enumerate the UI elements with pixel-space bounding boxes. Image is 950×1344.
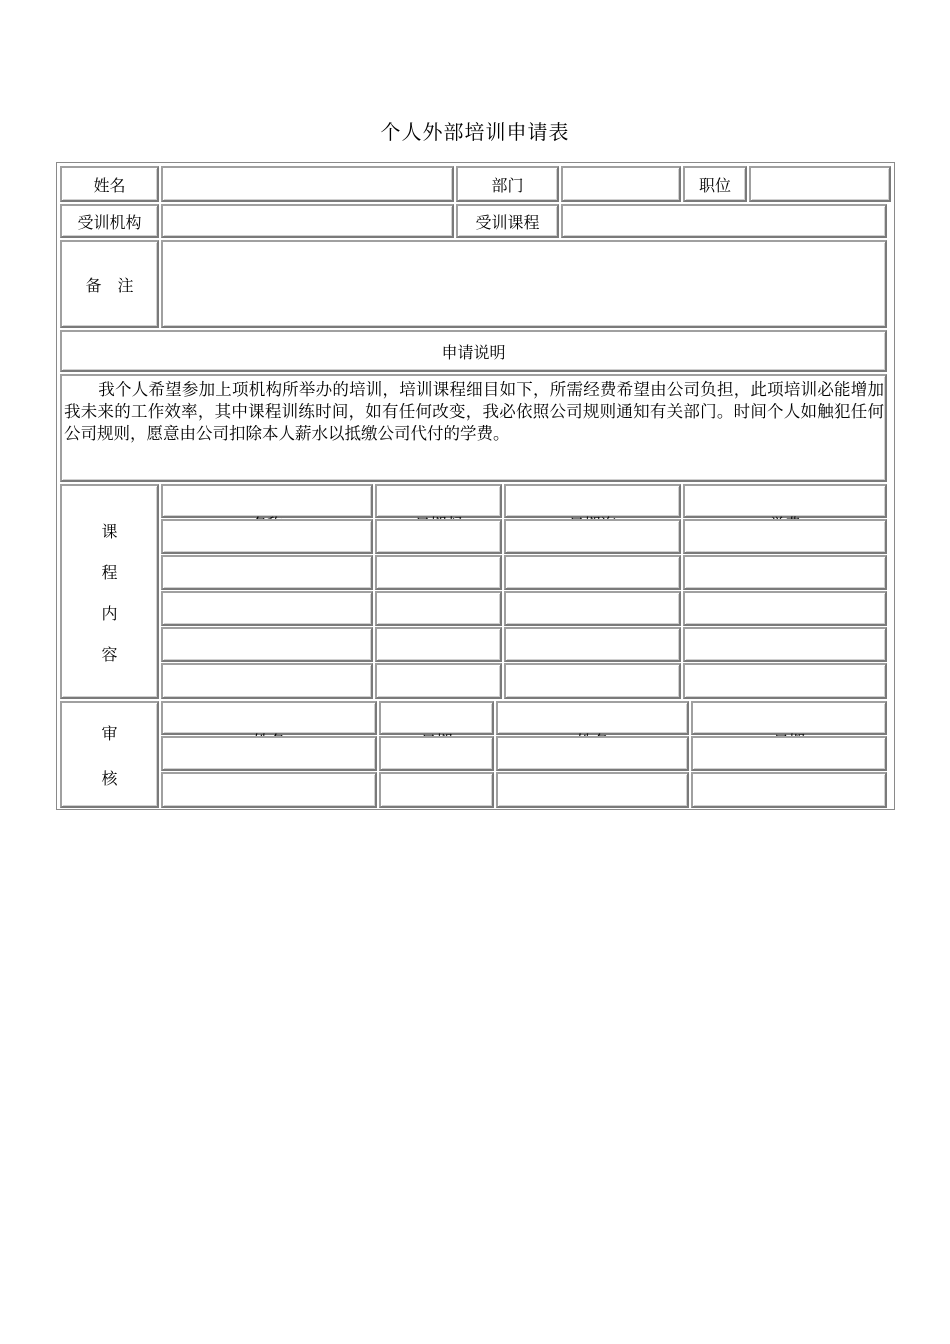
review-label-char-1: 审 <box>101 723 118 743</box>
course-cell[interactable] <box>683 555 887 590</box>
application-header: 申请说明 <box>60 330 887 372</box>
institution-field[interactable] <box>161 204 454 238</box>
course-cell[interactable] <box>504 519 681 554</box>
application-text: 我个人希望参加上项机构所举办的培训，培训课程细目如下，所需经费希望由公司负担，此项培训必能增加我未来的工作效率，其中课程训练时间，如有任何改变，我必依照公司规则通知有关部门。时间个人如触犯任何公司规则，愿意由公司扣除本人薪水以抵缴公司代付的学费。 <box>64 380 884 443</box>
course-cell[interactable] <box>683 591 887 626</box>
course-cell[interactable] <box>504 555 681 590</box>
course-header-start <box>375 484 502 518</box>
review-header-name-1 <box>161 701 377 735</box>
review-cell[interactable] <box>379 772 494 808</box>
course-label-char-1: 课 <box>101 521 118 541</box>
course-cell[interactable] <box>161 591 373 626</box>
course-label-char-3: 内 <box>101 603 118 623</box>
course-cell[interactable] <box>161 555 373 590</box>
review-cell[interactable] <box>379 736 494 771</box>
course-cell[interactable] <box>683 519 887 554</box>
course-cell[interactable] <box>161 519 373 554</box>
institution-label: 受训机构 <box>60 204 159 238</box>
course-cell[interactable] <box>375 555 502 590</box>
course-section-label <box>60 484 159 699</box>
course-cell[interactable] <box>504 663 681 699</box>
course-cell[interactable] <box>375 627 502 662</box>
application-text-box <box>60 374 887 482</box>
course-label: 受训课程 <box>456 204 559 238</box>
position-field[interactable] <box>749 166 891 202</box>
course-cell[interactable] <box>683 627 887 662</box>
remarks-label: 备 注 <box>60 240 159 328</box>
course-cell[interactable] <box>161 663 373 699</box>
position-label: 职位 <box>683 166 747 202</box>
name-field[interactable] <box>161 166 454 202</box>
remarks-field[interactable] <box>161 240 887 328</box>
application-form <box>56 162 895 810</box>
review-header-date-1 <box>379 701 494 735</box>
department-label: 部门 <box>456 166 559 202</box>
course-label-char-2: 程 <box>101 562 118 582</box>
course-cell[interactable] <box>375 591 502 626</box>
name-label: 姓名 <box>60 166 159 202</box>
course-cell[interactable] <box>504 591 681 626</box>
review-section-label <box>60 701 159 808</box>
review-cell[interactable] <box>691 736 887 771</box>
review-cell[interactable] <box>496 772 689 808</box>
review-cell[interactable] <box>496 736 689 771</box>
course-header-name <box>161 484 373 518</box>
course-cell[interactable] <box>375 519 502 554</box>
course-cell[interactable] <box>683 663 887 699</box>
department-field[interactable] <box>561 166 681 202</box>
course-header-end <box>504 484 681 518</box>
course-cell[interactable] <box>375 663 502 699</box>
review-label-char-2: 核 <box>101 768 118 788</box>
course-cell[interactable] <box>504 627 681 662</box>
course-header-fee <box>683 484 887 518</box>
review-cell[interactable] <box>691 772 887 808</box>
review-header-name-2 <box>496 701 689 735</box>
page-title: 个人外部培训申请表 <box>380 120 570 144</box>
review-cell[interactable] <box>161 736 377 771</box>
course-cell[interactable] <box>161 627 373 662</box>
review-header-date-2 <box>691 701 887 735</box>
review-cell[interactable] <box>161 772 377 808</box>
course-label-char-4: 容 <box>101 644 118 664</box>
course-field[interactable] <box>561 204 887 238</box>
